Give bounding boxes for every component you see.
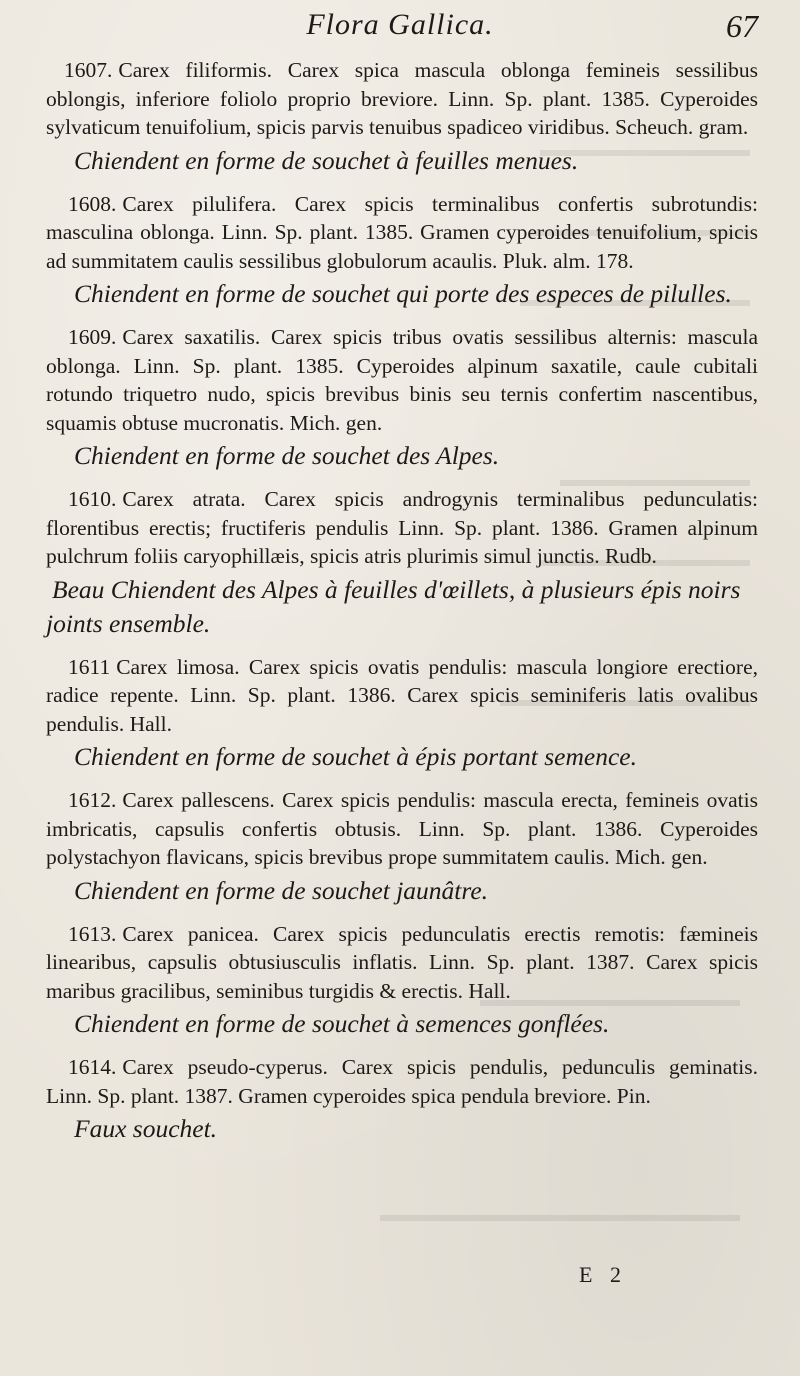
french-name: Chiendent en forme de souchet jaunâtre. [74, 875, 489, 905]
entry-1610 [46, 485, 758, 641]
latin-description: Carex saxatilis. Carex spicis tribus ovatis sessilibus alternis: mascula oblonga. Linn. Sp. plant. 1385. Cyperoides alpinum saxatile, caule cubitali rotundo triquetro nudo, spicis brevibus binis seu ternis confertim nascentibus, squamis obtuse mucronatis. Mich. gen. [46, 325, 758, 435]
entry-number: 1608. [68, 191, 117, 216]
running-title: Flora Gallica. [306, 8, 494, 41]
entry-number: 1607. [64, 58, 113, 82]
entry-1614 [46, 1053, 758, 1146]
french-name: Faux souchet. [74, 1114, 218, 1143]
entry-number: 1612. [68, 788, 117, 812]
latin-description: Carex pilulifera. Carex spicis terminalibus confertis subrotundis: masculina oblonga. Linn. Sp. plant. 1385. Gramen cyperoides tenuifolium, spicis ad summitatem caulis sessilibus globulorum acaulis. Pluk. alm. 178. [46, 191, 758, 273]
latin-description: Carex filiformis. Carex spica mascula oblonga femineis sessilibus oblongis, inferiore foliolo proprio breviore. Linn. Sp. plant. 1385. Cyperoides sylvaticum tenuifolium, spicis parvis tenuibus spadiceo viridibus. Scheuch. gram. [46, 58, 758, 139]
entry-1612 [46, 786, 758, 908]
french-name: Chiendent en forme de souchet qui porte des especes de pilulles. [74, 279, 732, 308]
french-name: Beau Chiendent des Alpes à feuilles d'œillets, à plusieurs épis noirs joints ensemble. [46, 574, 741, 638]
entry-1609 [46, 323, 758, 473]
entry-1613 [46, 920, 758, 1042]
entry-1611 [46, 653, 758, 775]
latin-description: Carex pseudo-cyperus. Carex spicis pendulis, pedunculis geminatis. Linn. Sp. plant. 1387. Gramen cyperoides spica pendula breviore. Pin. [46, 1055, 758, 1108]
entry-number: 1613. [68, 921, 117, 946]
signature-mark: E 2 [579, 1262, 627, 1287]
french-name: Chiendent en forme de souchet à semences gonflées. [74, 1009, 610, 1038]
species-list [46, 56, 758, 1158]
latin-description: Carex atrata. Carex spicis androgynis terminalibus pedunculatis: florentibus erectis; fructiferis pendulis Linn. Sp. plant. 1386. Gramen alpinum pulchrum foliis caryophillæis, spicis atris plurimis simul junctis. Rudb. [46, 487, 758, 568]
french-name: Chiendent en forme de souchet des Alpes. [74, 441, 500, 470]
latin-description: Carex panicea. Carex spicis pedunculatis erectis remotis: fæmineis linearibus, capsulis obtusiusculis inflatis. Linn. Sp. plant. 1387. Carex spicis maribus gracilibus, seminibus turgidis & erectis. Hall. [46, 921, 758, 1003]
page-number: 67 [726, 8, 758, 44]
entry-1607 [46, 56, 758, 178]
french-name: Chiendent en forme de souchet à épis portant semence. [74, 742, 637, 771]
entry-number: 1610. [68, 487, 117, 511]
entry-number: 1609. [68, 325, 117, 349]
latin-description: Carex pallescens. Carex spicis pendulis: mascula erecta, femineis ovatis imbricatis, capsulis confertis obtusis. Linn. Sp. plant. 1386. Cyperoides polystachyon flavicans, spicis brevibus prope summitatem caulis. Mich. gen. [46, 788, 758, 869]
entry-number: 1614. [68, 1055, 117, 1079]
entry-1608 [46, 190, 758, 312]
entry-number: 1611 [68, 654, 111, 679]
french-name: Chiendent en forme de souchet à feuilles menues. [74, 145, 579, 175]
latin-description: Carex limosa. Carex spicis ovatis pendulis: mascula longiore erectiore, radice repente. Linn. Sp. plant. 1386. Carex spicis seminiferis latis ovalibus pendulis. Hall. [46, 654, 758, 736]
